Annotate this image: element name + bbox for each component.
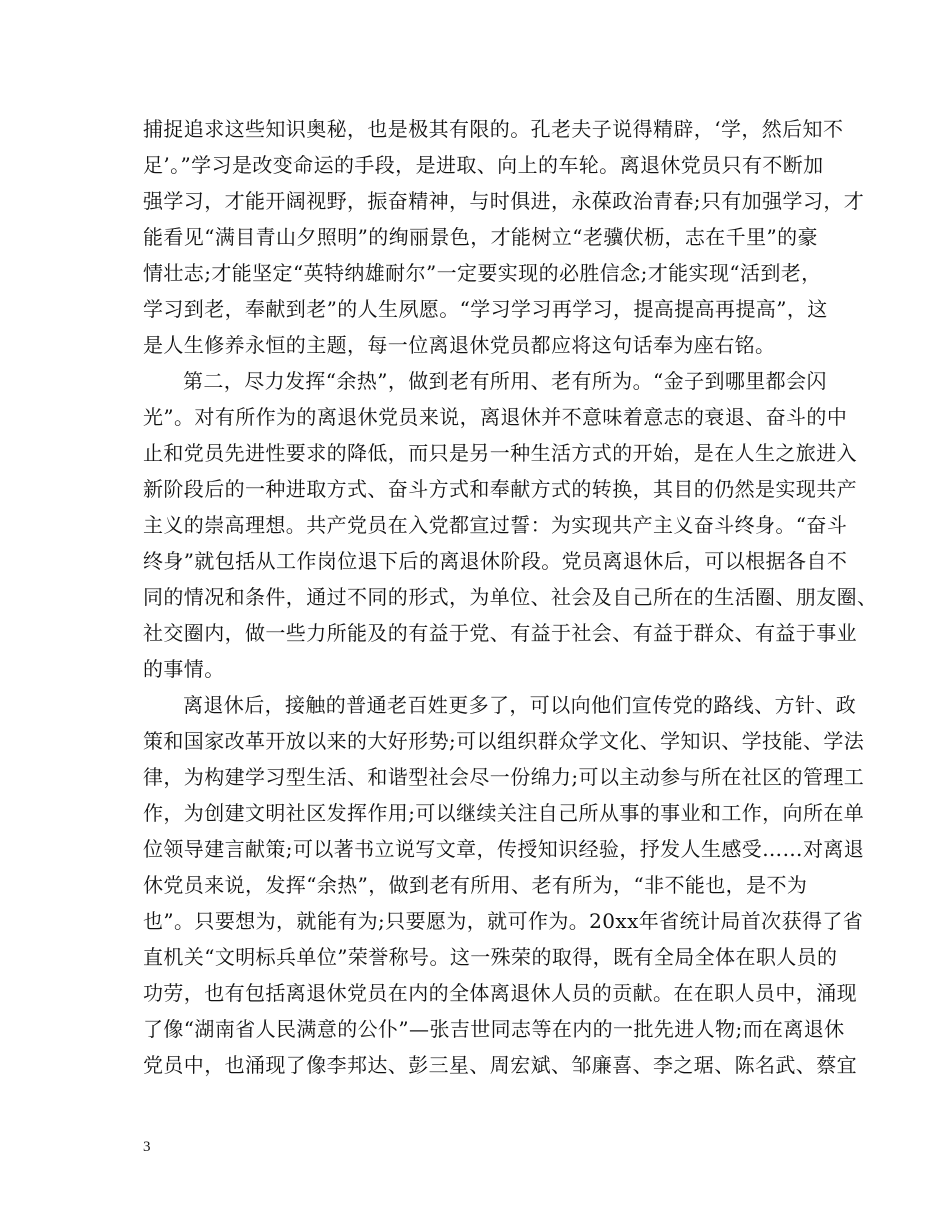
text-line: 是人生修养永恒的主题，每一位离退休党员都应将这句话奉为座右铭。 [143, 333, 776, 357]
text-line: 党员中，也涌现了像李邦达、彭三星、周宏斌、邹廉喜、李之琚、陈名武、蔡宜 [143, 1053, 857, 1077]
text-line: 新阶段后的一种进取方式、奋斗方式和奉献方式的转换，其目的仍然是实现共产 [143, 477, 857, 501]
text-line: 情壮志;才能坚定“英特纳雄耐尔”一定要实现的必胜信念;才能实现“活到老， [143, 261, 822, 285]
text-line: 同的情况和条件，通过不同的形式，为单位、社会及自己所在的生活圈、朋友圈、 [143, 585, 878, 609]
paragraph-first-line: 第二，尽力发挥“余热”，做到老有所用、老有所为。“金子到哪里都会闪 [183, 369, 827, 393]
text-line: 直机关“文明标兵单位”荣誉称号。这一殊荣的取得，既有全局全体在职人员的 [143, 945, 838, 969]
text-line: 终身”就包括从工作岗位退下后的离退休阶段。党员离退休后，可以根据各自不 [143, 549, 848, 573]
text-line: 足’。”学习是改变命运的手段，是进取、向上的车轮。离退休党员只有不断加 [143, 153, 824, 177]
text-line: 的事情。 [143, 657, 225, 681]
text-line: 止和党员先进性要求的降低，而只是另一种生活方式的开始，是在人生之旅进入 [143, 441, 857, 465]
text-line: 捕捉追求这些知识奥秘，也是极其有限的。孔老夫子说得精辟，‘学，然后知不 [143, 117, 844, 141]
paragraph-first-line: 离退休后，接触的普通老百姓更多了，可以向他们宣传党的路线、方针、政 [183, 693, 857, 717]
text-line: 主义的崇高理想。共产党员在入党都宣过誓：为实现共产主义奋斗终身。“奋斗 [143, 513, 848, 537]
page-number: 3 [143, 1139, 151, 1155]
text-line: 学习到老，奉献到老”的人生夙愿。“学习学习再学习，提高提高再提高”，这 [143, 297, 828, 321]
text-line: 功劳，也有包括离退休党员在内的全体离退休人员的贡献。在在职人员中，涌现 [143, 981, 857, 1005]
text-line: 光”。对有所作为的离退休党员来说，离退休并不意味着意志的衰退、奋斗的中 [143, 405, 848, 429]
text-line: 律，为构建学习型生活、和谐型社会尽一份绵力;可以主动参与所在社区的管理工 [143, 765, 865, 789]
text-line: 强学习，才能开阔视野，振奋精神，与时俱进，永葆政治青春;只有加强学习，才 [143, 189, 865, 213]
text-line: 社交圈内，做一些力所能及的有益于党、有益于社会、有益于群众、有益于事业 [143, 621, 857, 645]
text-line: 位领导建言献策;可以著书立说写文章，传授知识经验，抒发人生感受……对离退 [143, 837, 865, 861]
text-line: 也”。只要想为，就能有为;只要愿为，就可作为。20xx年省统计局首次获得了省 [143, 909, 864, 933]
text-line: 能看见“满目青山夕照明”的绚丽景色，才能树立“老骥伏枥，志在千里”的豪 [143, 225, 818, 249]
text-line: 休党员来说，发挥“余热”，做到老有所用、老有所为，“非不能也，是不为 [143, 873, 808, 897]
text-line: 了像“湖南省人民满意的公仆”—张吉世同志等在内的一批先进人物;而在离退休 [143, 1017, 845, 1041]
text-line: 作，为创建文明社区发挥作用;可以继续关注自己所从事的事业和工作，向所在单 [143, 801, 865, 825]
text-line: 策和国家改革开放以来的大好形势;可以组织群众学文化、学知识、学技能、学法 [143, 729, 865, 753]
